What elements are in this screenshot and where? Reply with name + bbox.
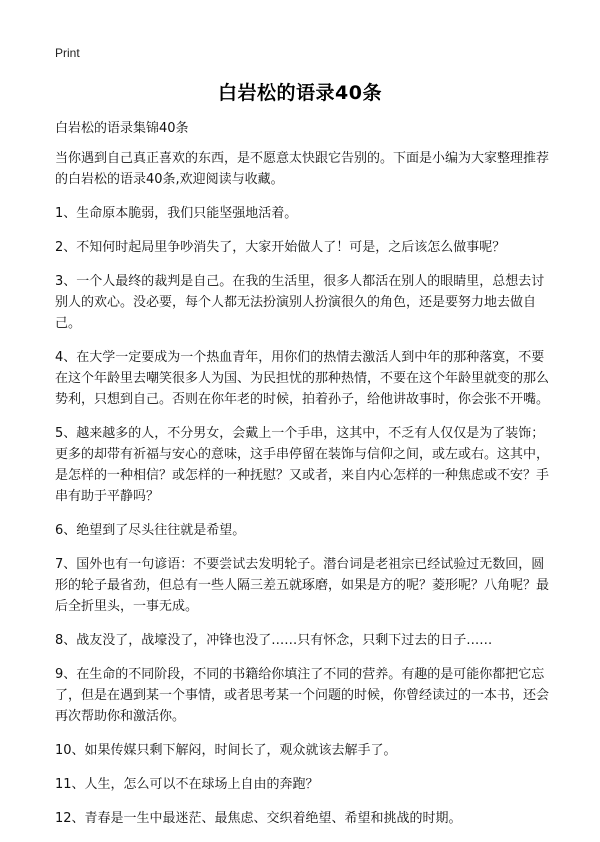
quote-item: 5、越来越多的人，不分男女，会戴上一个手串，这其中，不乏有人仅仅是为了装饰；更多的却带有祈福与安心的意味，这手串停留在装饰与信仰之间，或左或右。这其中，是怎样的一种相信？或怎样的一种抚慰？又或者，来自内心怎样的一种焦虑或不安？手串有助于平静吗？: [55, 426, 550, 504]
quote-item: 10、如果传媒只剩下解闷，时间长了，观众就该去解手了。: [55, 743, 397, 758]
print-link[interactable]: Print: [55, 46, 80, 60]
page-title: 白岩松的语录40条: [218, 82, 382, 104]
quote-item: 1、生命原本脆弱，我们只能坚强地活着。: [55, 206, 298, 221]
quote-item: 4、在大学一定要成为一个热血青年，用你们的热情去激活人到中年的那种落寞，不要在这个年龄里去嘲笑很多人为国、为民担忧的那种热情，不要在这个年龄里就变的那么势利，只想到自己。否则在你年老的时候，拍着孙子，给他讲故事时，你会张不开嘴。: [55, 350, 550, 407]
article-subtitle: 白岩松的语录集锦40条: [55, 121, 189, 136]
quote-item: 7、国外也有一句谚语：不要尝试去发明轮子。潜台词是老祖宗已经试验过无数回，圆形的轮子最省劲，但总有一些人隔三差五就琢磨，如果是方的呢？菱形呢？八角呢？最后全折里头，一事无成。: [55, 557, 550, 614]
article-body: [55, 118, 555, 842]
intro-paragraph: 当你遇到自己真正喜欢的东西，是不愿意太快跟它告别的。下面是小编为大家整理推荐的白岩松的语录40条,欢迎阅读与收藏。: [55, 151, 550, 187]
quote-item: 3、一个人最终的裁判是自己。在我的生活里，很多人都活在别人的眼睛里，总想去讨别人的欢心。没必要，每个人都无法扮演别人扮演很久的角色，还是要努力地去做自己。: [55, 274, 545, 331]
quote-item: 6、绝望到了尽头往往就是希望。: [55, 523, 246, 538]
quote-item: 12、青春是一生中最迷茫、最焦虑、交织着绝望、希望和挑战的时期。: [55, 811, 462, 826]
quote-item: 2、不知何时起局里争吵消失了，大家开始做人了！可是，之后该怎么做事呢？: [55, 240, 506, 255]
quote-item: 8、战友没了，战壕没了，冲锋也没了……只有怀念，只剩下过去的日子……: [55, 633, 493, 648]
quote-item: 11、人生，怎么可以不在球场上自由的奔跑？: [55, 777, 319, 792]
quote-item: 9、在生命的不同阶段，不同的书籍给你填注了不同的营养。有趣的是可能你都把它忘了，但是在遇到某一个事情，或者思考某一个问题的时候，你曾经读过的一本书，还会再次帮助你和激活你。: [55, 667, 550, 724]
